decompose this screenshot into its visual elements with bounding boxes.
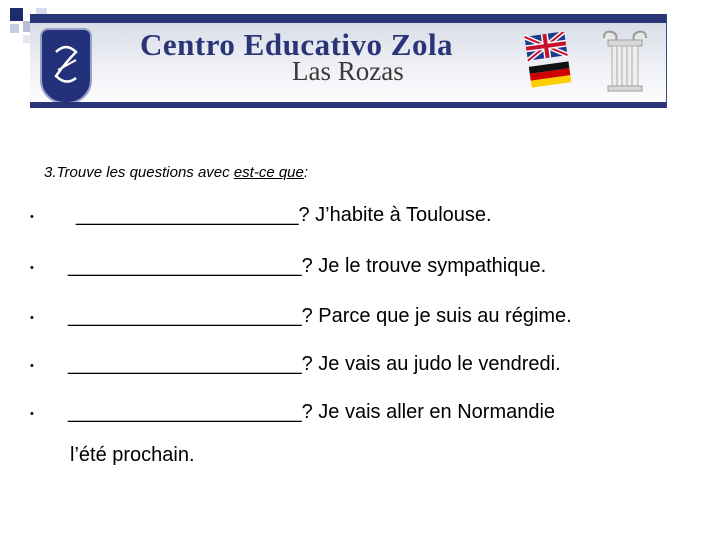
bullet: •	[30, 262, 34, 274]
list-item-continuation: l’été prochain.	[70, 444, 195, 466]
decor-square	[10, 24, 19, 33]
answer-blank: _____________________	[68, 305, 302, 327]
brand-name: Centro Educativo Zola	[140, 27, 454, 62]
instruction-prefix: 3.Trouve les questions avec	[44, 164, 234, 181]
answer-blank: _____________________	[68, 255, 302, 277]
bullet: •	[30, 312, 34, 324]
banner-top-bar	[30, 14, 666, 23]
bullet: •	[30, 408, 34, 420]
flags-icon	[524, 32, 572, 88]
answer-blank: ____________________	[76, 204, 299, 226]
decor-square	[10, 8, 23, 21]
instruction-keyword: est-ce que	[233, 164, 304, 181]
banner-bottom-bar	[30, 102, 666, 108]
greek-column-icon	[600, 28, 650, 92]
exercise-instruction	[44, 164, 308, 181]
instruction-suffix: :	[303, 164, 309, 181]
answer-sentence: ? Je vais au judo le vendredi.	[301, 353, 561, 375]
list-item-text	[68, 353, 561, 376]
bullet: •	[30, 211, 34, 223]
campus-name: Las Rozas	[292, 56, 404, 86]
list-item-text	[68, 401, 555, 424]
school-crest-logo	[40, 28, 92, 104]
list-item-text	[68, 255, 546, 278]
answer-blank: _____________________	[68, 353, 302, 375]
answer-sentence: ? Je le trouve sympathique.	[301, 255, 547, 277]
answer-sentence: ? Je vais aller en Normandie	[301, 401, 556, 423]
answer-sentence: ? J’habite à Toulouse.	[298, 204, 492, 226]
bullet: •	[30, 360, 34, 372]
list-item-text	[76, 204, 492, 227]
school-banner	[30, 14, 667, 108]
answer-blank: _____________________	[68, 401, 302, 423]
answer-sentence: ? Parce que je suis au régime.	[301, 305, 572, 327]
list-item-text	[68, 305, 572, 328]
